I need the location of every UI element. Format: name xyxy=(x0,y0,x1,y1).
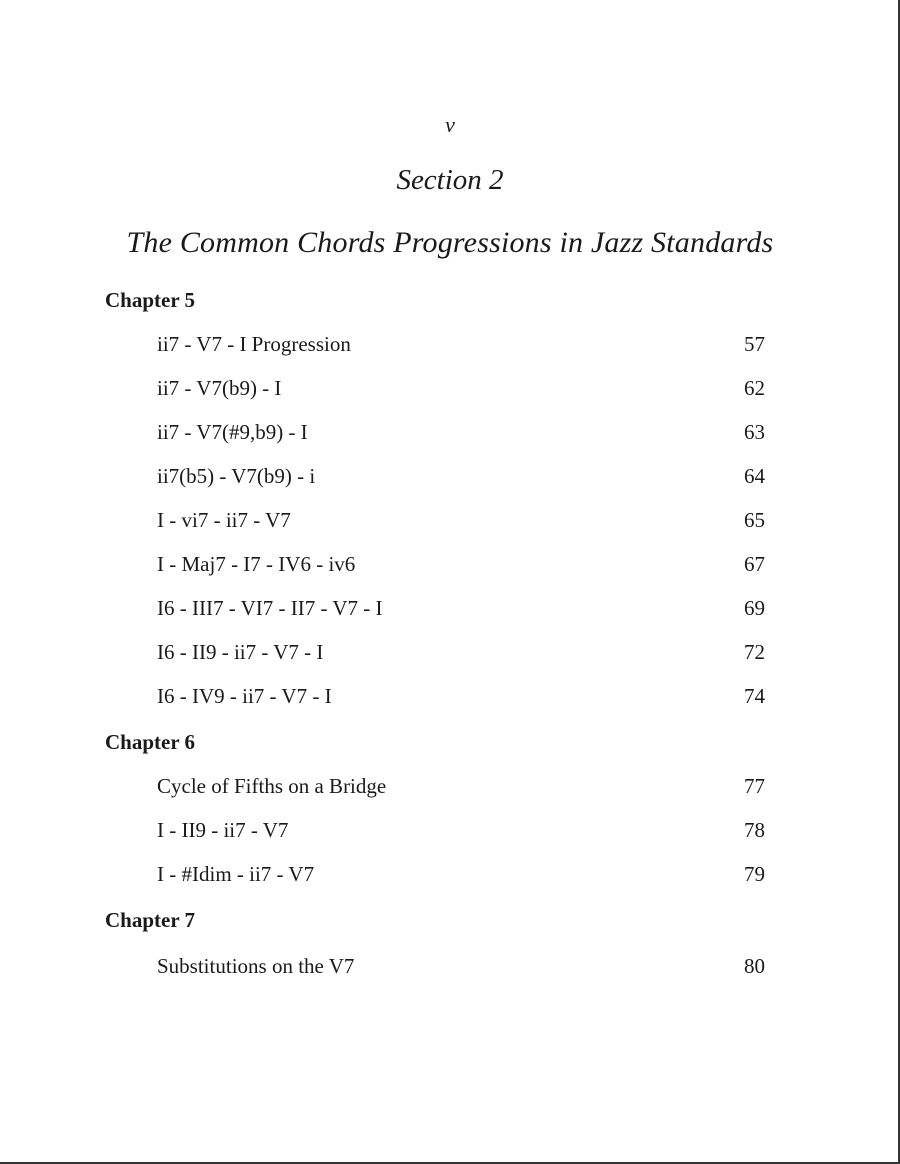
toc-entry-page: 64 xyxy=(744,464,765,488)
toc-entry xyxy=(157,552,765,580)
toc-entry-title: I - II9 - ii7 - V7 xyxy=(157,818,289,842)
toc-entry-page: 67 xyxy=(744,552,765,576)
chapter-heading: Chapter 7 xyxy=(105,908,196,932)
toc-entry-page: 80 xyxy=(744,954,765,978)
toc-entry xyxy=(157,376,765,404)
toc-entry-page: 78 xyxy=(744,818,765,842)
toc-entry xyxy=(157,640,765,668)
toc-entry-page: 69 xyxy=(744,596,765,620)
section-subtitle: The Common Chords Progressions in Jazz Standards xyxy=(126,226,774,259)
toc-entry xyxy=(157,464,765,492)
toc-entry-title: I - vi7 - ii7 - V7 xyxy=(157,508,291,532)
toc-entry-title: ii7(b5) - V7(b9) - i xyxy=(157,464,316,488)
toc-entry-title: Cycle of Fifths on a Bridge xyxy=(157,774,387,798)
toc-entry xyxy=(157,818,765,846)
section-title: Section 2 xyxy=(396,164,504,196)
toc-entry-page: 65 xyxy=(744,508,765,532)
toc-entry xyxy=(157,774,765,802)
toc-entry-title: I6 - II9 - ii7 - V7 - I xyxy=(157,640,324,664)
toc-entry xyxy=(157,332,765,360)
toc-entry-title: ii7 - V7(#9,b9) - I xyxy=(157,420,308,444)
toc-entry xyxy=(157,508,765,536)
toc-entry-page: 63 xyxy=(744,420,765,444)
toc-entry-page: 77 xyxy=(744,774,765,798)
toc-entry-page: 74 xyxy=(744,684,765,708)
toc-entry-title: I - Maj7 - I7 - IV6 - iv6 xyxy=(157,552,356,576)
toc-entry-title: I6 - III7 - VI7 - II7 - V7 - I xyxy=(157,596,383,620)
toc-entry-title: ii7 - V7(b9) - I xyxy=(157,376,282,400)
toc-entry xyxy=(157,862,765,890)
chapter-heading: Chapter 5 xyxy=(105,288,196,312)
toc-entry-title: Substitutions on the V7 xyxy=(157,954,355,978)
toc-entry-page: 72 xyxy=(744,640,765,664)
toc-entry-page: 79 xyxy=(744,862,765,886)
toc-entry-title: ii7 - V7 - I Progression xyxy=(157,332,351,356)
page-number: v xyxy=(445,112,455,137)
toc-entry-title: I6 - IV9 - ii7 - V7 - I xyxy=(157,684,332,708)
toc-entry xyxy=(157,954,765,982)
chapter-heading: Chapter 6 xyxy=(105,730,196,754)
toc-entry xyxy=(157,420,765,448)
toc-entry-page: 57 xyxy=(744,332,765,356)
toc-entry xyxy=(157,596,765,624)
toc-entry-title: I - #Idim - ii7 - V7 xyxy=(157,862,315,886)
toc-entry xyxy=(157,684,765,712)
toc-entry-page: 62 xyxy=(744,376,765,400)
